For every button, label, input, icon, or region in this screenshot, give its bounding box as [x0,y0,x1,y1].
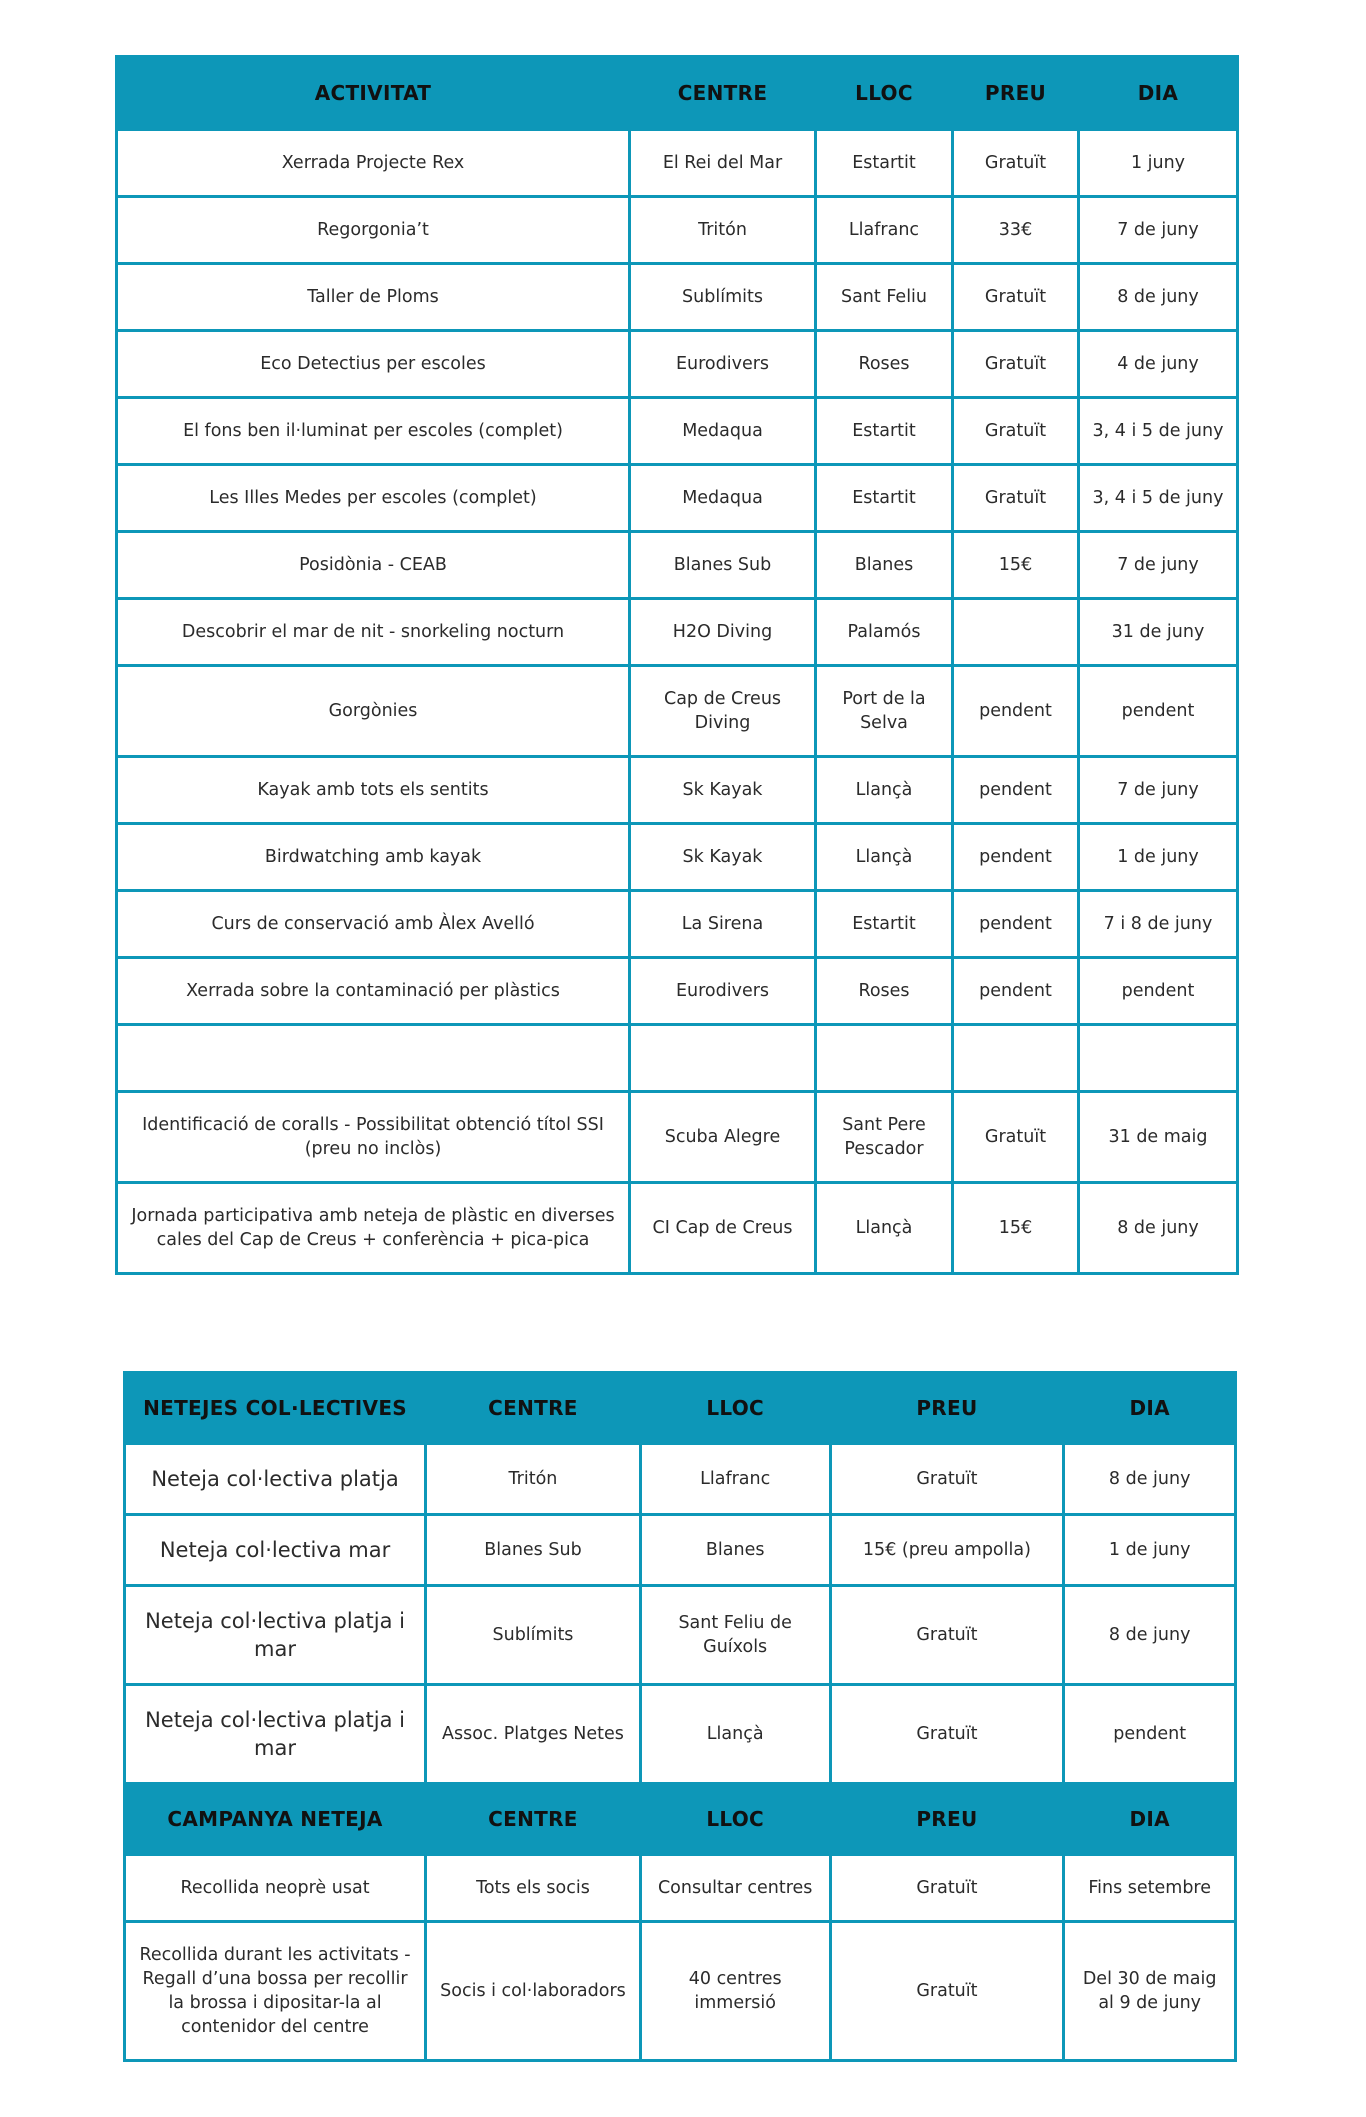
header-activitat: ACTIVITAT [117,57,630,130]
cell-dia: 7 i 8 de juny [1079,891,1238,958]
cell-lloc: Llançà [816,824,953,891]
cell-activitat: Eco Detectius per escoles [117,331,630,398]
cell-centre: Sublímits [426,1586,641,1685]
cell-lloc: Estartit [816,130,953,197]
cell-preu: 15€ [953,532,1079,599]
header-centre: CENTRE [630,57,816,130]
cleanups-table [123,1371,1237,2062]
cell-centre: Scuba Alegre [630,1092,816,1183]
table-row [117,1183,1238,1274]
cell-centre: Tritón [630,197,816,264]
header-activitat: NETEJES COL·LECTIVES [125,1373,426,1444]
cell-preu: Gratuït [830,1922,1064,2061]
cell-dia: Del 30 de maig al 9 de juny [1064,1922,1236,2061]
cell-preu: Gratuït [953,465,1079,532]
cell-centre: La Sirena [630,891,816,958]
cell-lloc: Blanes [640,1515,830,1586]
cell-dia: 31 de juny [1079,599,1238,666]
cell-dia: pendent [1079,666,1238,757]
cell-preu: Gratuït [953,264,1079,331]
cell-lloc: Port de la Selva [816,666,953,757]
cell-preu: 15€ [953,1183,1079,1274]
cell-lloc: Sant Feliu [816,264,953,331]
cell-centre: Cap de Creus Diving [630,666,816,757]
table-row [117,824,1238,891]
cell-lloc: Llafranc [640,1444,830,1515]
cell-lloc: Estartit [816,465,953,532]
table-row [117,130,1238,197]
cell-lloc: Palamós [816,599,953,666]
cell-preu: Gratuït [953,331,1079,398]
cleanups-header-row [125,1373,1236,1444]
cell-centre: Blanes Sub [426,1515,641,1586]
table-row [117,666,1238,757]
cell-dia: 31 de maig [1079,1092,1238,1183]
header-centre: CENTRE [426,1373,641,1444]
header-dia: DIA [1079,57,1238,130]
cell-centre [630,1025,816,1092]
cell-preu: 33€ [953,197,1079,264]
cell-centre: El Rei del Mar [630,130,816,197]
cell-dia: 3, 4 i 5 de juny [1079,465,1238,532]
cell-dia: 8 de juny [1079,264,1238,331]
cell-lloc: Llançà [816,1183,953,1274]
cell-activitat: Birdwatching amb kayak [117,824,630,891]
table-row [117,757,1238,824]
table-row [117,264,1238,331]
header-lloc: LLOC [640,1784,830,1855]
cell-centre: Sublímits [630,264,816,331]
table-row [117,1092,1238,1183]
cell-lloc: Consultar centres [640,1855,830,1922]
cell-dia: Fins setembre [1064,1855,1236,1922]
header-activitat: CAMPANYA NETEJA [125,1784,426,1855]
cell-dia: pendent [1079,958,1238,1025]
header-lloc: LLOC [640,1373,830,1444]
cell-lloc: Roses [816,331,953,398]
cell-lloc: Sant Feliu de Guíxols [640,1586,830,1685]
cell-centre: Assoc. Platges Netes [426,1685,641,1784]
table-row [117,465,1238,532]
cell-centre: Blanes Sub [630,532,816,599]
cell-preu: pendent [953,666,1079,757]
cell-lloc: Blanes [816,532,953,599]
cell-centre: H2O Diving [630,599,816,666]
cell-activitat: Xerrada sobre la contaminació per plàstics [117,958,630,1025]
cell-dia: 3, 4 i 5 de juny [1079,398,1238,465]
table-row [125,1444,1236,1515]
header-lloc: LLOC [816,57,953,130]
cell-activitat: Jornada participativa amb neteja de plàstic en diverses cales del Cap de Creus + conferència + pica-pica [117,1183,630,1274]
cell-centre: Sk Kayak [630,824,816,891]
cell-preu: pendent [953,824,1079,891]
header-dia: DIA [1064,1373,1236,1444]
cell-centre: Medaqua [630,465,816,532]
header-preu: PREU [830,1784,1064,1855]
table-row [125,1685,1236,1784]
cell-dia: 7 de juny [1079,532,1238,599]
cell-centre: Eurodivers [630,958,816,1025]
cell-lloc: 40 centres immersió [640,1922,830,2061]
header-dia: DIA [1064,1784,1236,1855]
header-preu: PREU [830,1373,1064,1444]
cell-dia [1079,1025,1238,1092]
cell-activitat: Curs de conservació amb Àlex Avelló [117,891,630,958]
activities-header-row [117,57,1238,130]
cell-dia: 8 de juny [1079,1183,1238,1274]
cell-preu: 15€ (preu ampolla) [830,1515,1064,1586]
cell-activitat: Descobrir el mar de nit - snorkeling nocturn [117,599,630,666]
cell-dia: 1 juny [1079,130,1238,197]
cell-centre: Medaqua [630,398,816,465]
cell-dia: 8 de juny [1064,1586,1236,1685]
cell-preu: pendent [953,891,1079,958]
cell-activitat: Taller de Ploms [117,264,630,331]
cell-preu: Gratuït [830,1685,1064,1784]
cell-lloc: Llafranc [816,197,953,264]
cell-centre: Eurodivers [630,331,816,398]
cell-activitat: Les Illes Medes per escoles (complet) [117,465,630,532]
header-preu: PREU [953,57,1079,130]
table-row [117,532,1238,599]
cell-preu: Gratuït [953,398,1079,465]
cell-activitat: Regorgonia’t [117,197,630,264]
cell-activitat: Neteja col·lectiva platja i mar [125,1685,426,1784]
table-row [117,958,1238,1025]
cell-dia: 1 de juny [1064,1515,1236,1586]
cell-activitat: Recollida neoprè usat [125,1855,426,1922]
table-row [117,891,1238,958]
cell-dia: 4 de juny [1079,331,1238,398]
cell-activitat: Identificació de coralls - Possibilitat obtenció títol SSI (preu no inclòs) [117,1092,630,1183]
cell-lloc: Estartit [816,398,953,465]
cell-activitat: Recollida durant les activitats - Regall d’una bossa per recollir la brossa i dipositar-la al contenidor del centre [125,1922,426,2061]
cell-lloc: Llançà [640,1685,830,1784]
cell-preu: Gratuït [953,130,1079,197]
cell-centre: Sk Kayak [630,757,816,824]
cell-preu: pendent [953,757,1079,824]
cell-lloc: Estartit [816,891,953,958]
cell-activitat [117,1025,630,1092]
campaign-header-row [125,1784,1236,1855]
table-row [117,197,1238,264]
cell-centre: Tots els socis [426,1855,641,1922]
cell-centre: Tritón [426,1444,641,1515]
cell-preu: pendent [953,958,1079,1025]
table-row [125,1586,1236,1685]
cell-activitat: Gorgònies [117,666,630,757]
cell-lloc [816,1025,953,1092]
table-row [117,599,1238,666]
cell-dia: pendent [1064,1685,1236,1784]
cell-preu: Gratuït [830,1855,1064,1922]
table-row [125,1515,1236,1586]
cell-lloc: Roses [816,958,953,1025]
cell-activitat: Xerrada Projecte Rex [117,130,630,197]
cell-activitat: Neteja col·lectiva platja i mar [125,1586,426,1685]
activities-table [115,55,1239,1275]
cell-activitat: Kayak amb tots els sentits [117,757,630,824]
cell-dia: 1 de juny [1079,824,1238,891]
cell-activitat: Posidònia - CEAB [117,532,630,599]
cell-centre: Socis i col·laboradors [426,1922,641,2061]
cell-lloc: Sant Pere Pescador [816,1092,953,1183]
cell-dia: 7 de juny [1079,197,1238,264]
cell-centre: CI Cap de Creus [630,1183,816,1274]
cell-preu [953,1025,1079,1092]
cell-activitat: Neteja col·lectiva mar [125,1515,426,1586]
table-row [125,1922,1236,2061]
cell-preu: Gratuït [830,1586,1064,1685]
cell-preu: Gratuït [830,1444,1064,1515]
table-row [117,398,1238,465]
cell-preu: Gratuït [953,1092,1079,1183]
cell-dia: 7 de juny [1079,757,1238,824]
cell-activitat: Neteja col·lectiva platja [125,1444,426,1515]
table-row [125,1855,1236,1922]
cell-preu [953,599,1079,666]
cell-activitat: El fons ben il·luminat per escoles (complet) [117,398,630,465]
table-row [117,1025,1238,1092]
cell-lloc: Llançà [816,757,953,824]
header-centre: CENTRE [426,1784,641,1855]
table-row [117,331,1238,398]
cell-dia: 8 de juny [1064,1444,1236,1515]
